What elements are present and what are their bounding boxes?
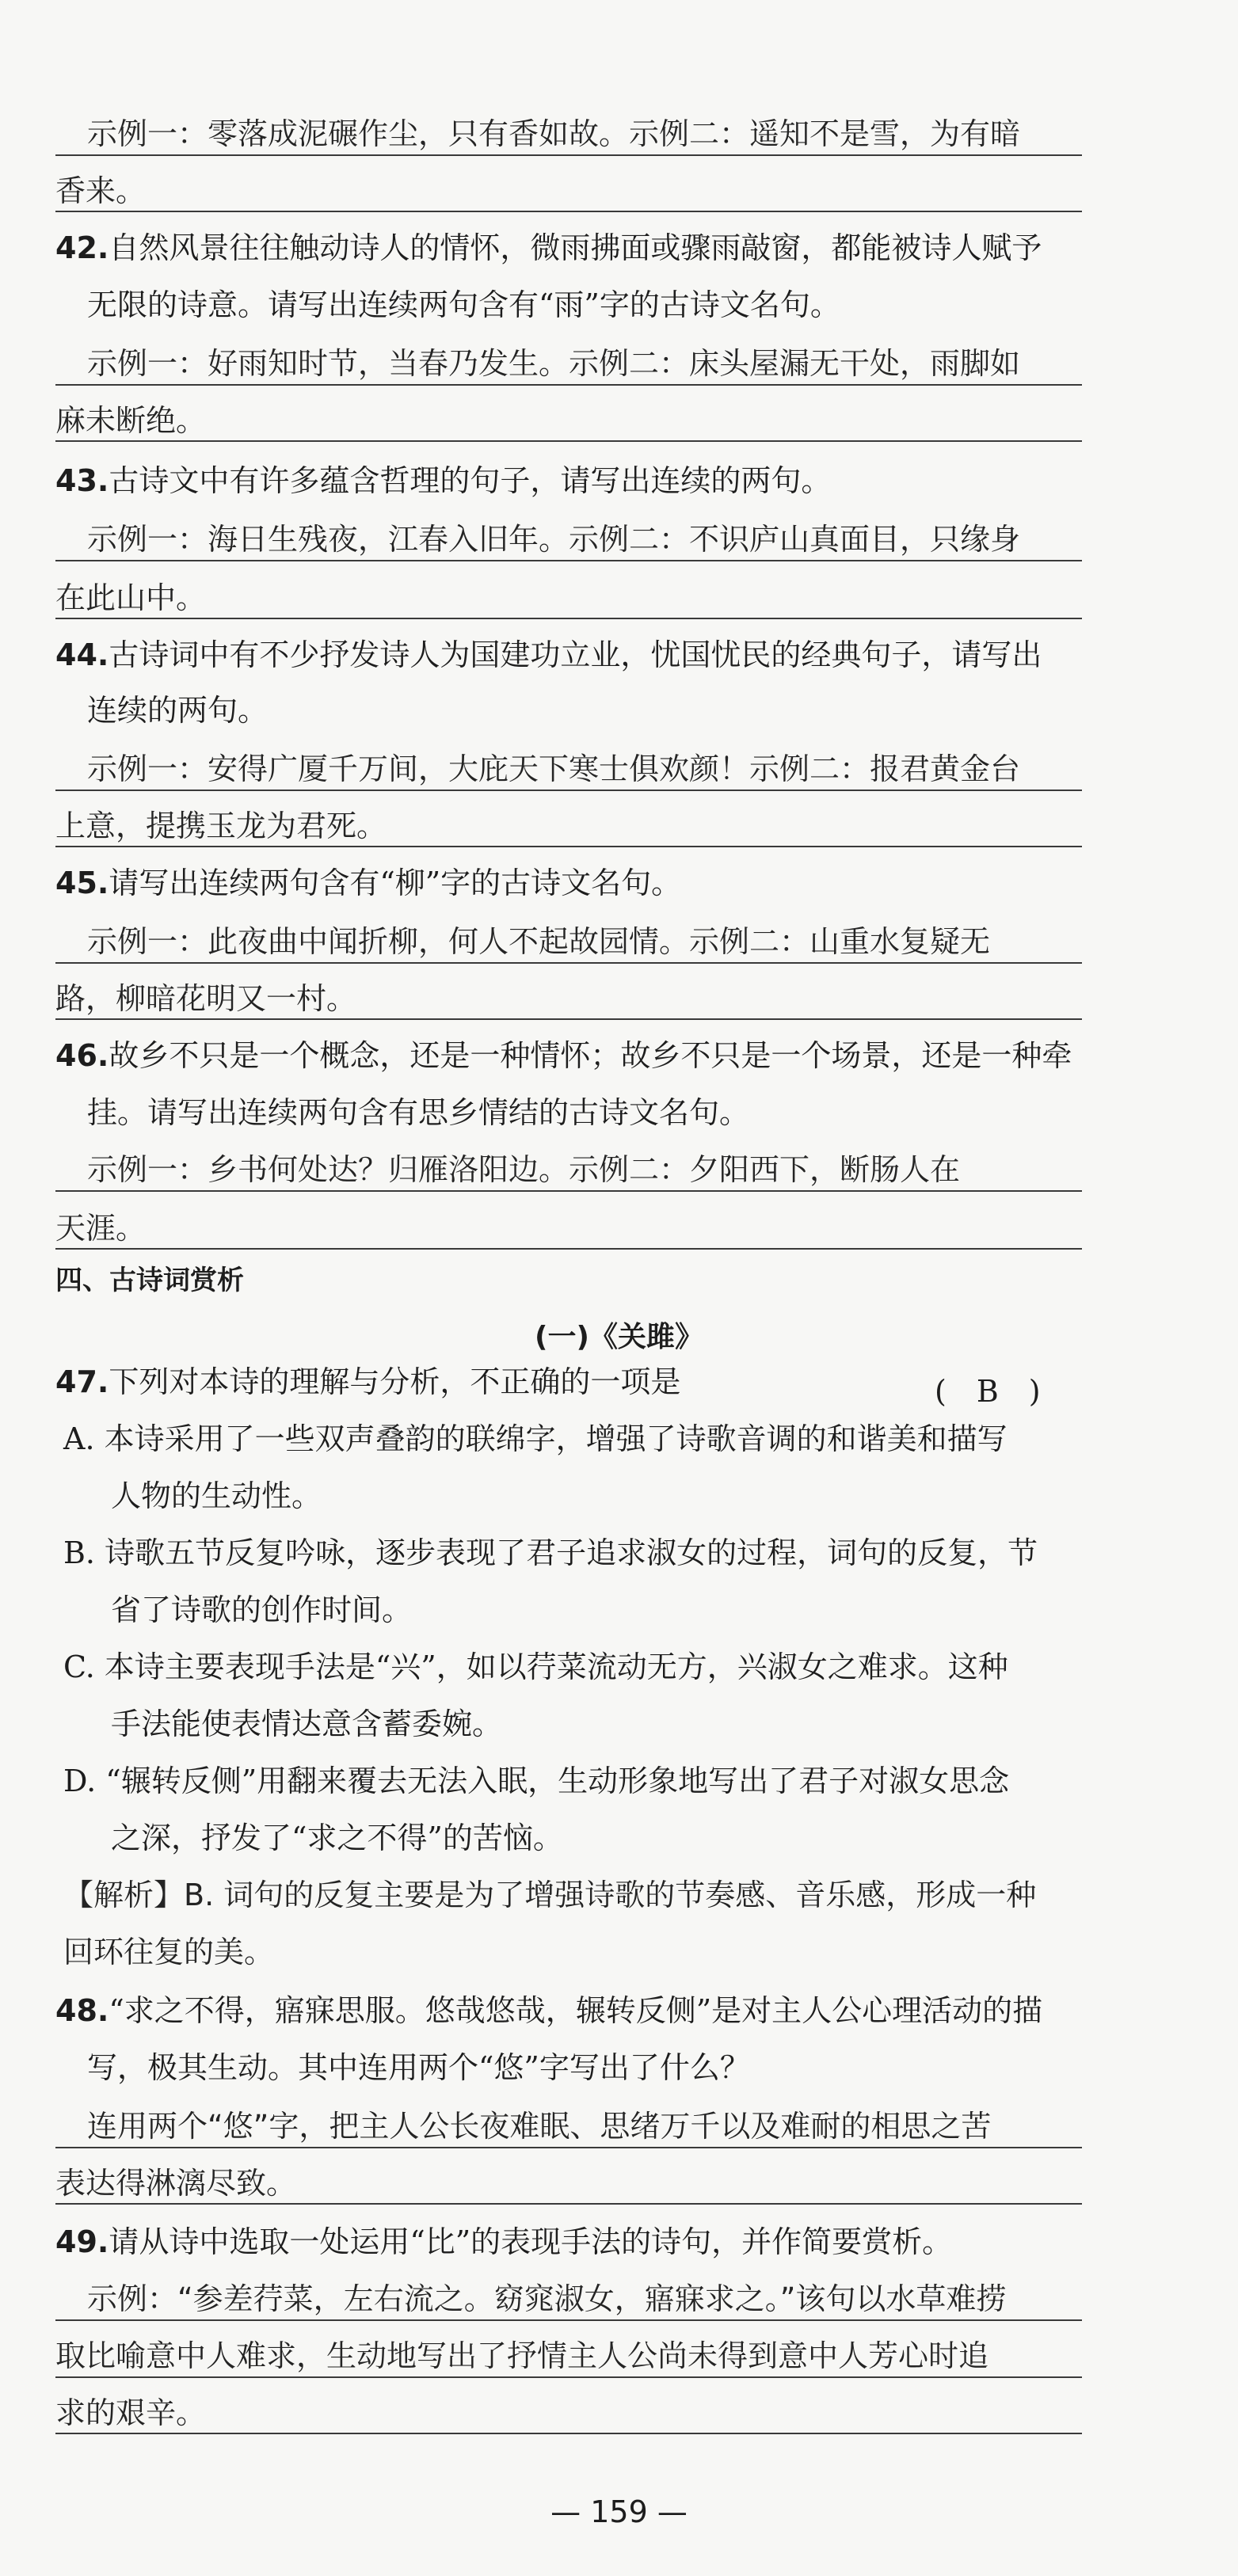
answer-line: 上意，提携玉龙为君死。 — [55, 809, 387, 843]
option-a-cont: 人物的生动性。 — [111, 1478, 322, 1513]
question-text: 故乡不只是一个概念，还是一种情怀；故乡不只是一个场景，还是一种牵 — [109, 1038, 1072, 1073]
answer-underline — [55, 1248, 1082, 1250]
question-44 — [55, 637, 1085, 672]
answer-line: 示例一：安得广厦千万间，大庇天下寒士俱欢颜！示例二：报君黄金台 — [87, 751, 1021, 786]
question-49 — [55, 2224, 1085, 2259]
question-number: 44. — [55, 637, 109, 672]
answer-underline — [55, 2376, 1082, 2378]
question-number: 45. — [55, 866, 109, 900]
question-45 — [55, 868, 1085, 898]
answer-underline — [55, 962, 1082, 964]
answer-underline — [55, 846, 1082, 847]
answer-underline — [55, 384, 1082, 386]
answer-underline — [55, 2433, 1082, 2434]
question-number: 43. — [55, 463, 109, 498]
question-text: 下列对本诗的理解与分析，不正确的一项是 — [109, 1364, 681, 1399]
answer-line: 在此山中。 — [55, 580, 207, 615]
question-43 — [55, 463, 1085, 498]
answer-line: 示例一：零落成泥碾作尘，只有香如故。示例二：遥知不是雪，为有暗 — [87, 116, 1021, 151]
answer-underline — [55, 211, 1082, 212]
answer-underline — [55, 2319, 1082, 2321]
answer-line: 天涯。 — [55, 1211, 147, 1246]
answer-underline — [55, 560, 1082, 561]
question-number: 42. — [55, 230, 109, 265]
question-number: 48. — [55, 1993, 109, 2028]
option-c: C. 本诗主要表现手法是“兴”，如以荇菜流动无方，兴淑女之难求。这种 — [63, 1649, 1008, 1684]
page-number: — 159 — — [550, 2494, 688, 2529]
section-heading: 四、古诗词赏析 — [55, 1265, 244, 1296]
answer-line: 示例一：乡书何处达？归雁洛阳边。示例二：夕阳西下，断肠人在 — [87, 1152, 961, 1187]
question-text: 自然风景往往触动诗人的情怀，微雨拂面或骤雨敲窗，都能被诗人赋予 — [109, 230, 1042, 265]
answer-line: 路，柳暗花明又一村。 — [55, 981, 357, 1016]
question-42 — [55, 230, 1085, 265]
question-text: 挂。请写出连续两句含有思乡情结的古诗文名句。 — [87, 1095, 750, 1130]
question-number: 49. — [55, 2224, 109, 2259]
question-47 — [55, 1364, 1085, 1399]
subsection-heading: (一)《关雎》 — [535, 1321, 703, 1353]
answer-underline — [55, 1190, 1082, 1192]
analysis-line: 【解析】B. 词句的反复主要是为了增强诗歌的节奏感、音乐感，形成一种 — [63, 1878, 1037, 1912]
question-text: 写，极其生动。其中连用两个“悠”字写出了什么？ — [87, 2050, 750, 2085]
question-text: “求之不得，寤寐思服。悠哉悠哉，辗转反侧”是对主人公心理活动的描 — [109, 1993, 1043, 2028]
option-c-cont: 手法能使表情达意含蓄委婉。 — [111, 1707, 503, 1741]
answer-line: 香来。 — [55, 173, 147, 208]
question-number: 46. — [55, 1038, 109, 1073]
answer-line: 示例一：此夜曲中闻折柳，何人不起故园情。示例二：山重水复疑无 — [87, 924, 991, 959]
question-text: 古诗文中有许多蕴含哲理的句子，请写出连续的两句。 — [109, 463, 832, 498]
question-46 — [55, 1038, 1085, 1073]
question-text: 古诗词中有不少抒发诗人为国建功立业，忧国忧民的经典句子，请写出 — [109, 637, 1042, 672]
answer-underline — [55, 440, 1082, 442]
answer-line: 取比喻意中人难求，生动地写出了抒情主人公尚未得到意中人芳心时追 — [55, 2338, 989, 2373]
answer-underline — [55, 154, 1082, 156]
answer-choice: ( B ) — [935, 1374, 1041, 1409]
answer-line: 示例：“参差荇菜，左右流之。窈窕淑女，寤寐求之。”该句以水草难捞 — [87, 2281, 1007, 2316]
answer-line: 连用两个“悠”字，把主人公长夜难眠、思绪万千以及难耐的相思之苦 — [87, 2109, 992, 2144]
answer-underline — [55, 1018, 1082, 1020]
answer-underline — [55, 2203, 1082, 2205]
option-b-cont: 省了诗歌的创作时间。 — [111, 1592, 413, 1627]
answer-underline — [55, 790, 1082, 791]
answer-line: 表达得淋漓尽致。 — [55, 2166, 297, 2201]
answer-underline — [55, 2147, 1082, 2148]
question-number: 47. — [55, 1364, 109, 1399]
question-text: 无限的诗意。请写出连续两句含有“雨”字的古诗文名句。 — [87, 287, 840, 322]
answer-underline — [55, 618, 1082, 619]
answer-line: 示例一：海日生残夜，江春入旧年。示例二：不识庐山真面目，只缘身 — [87, 522, 1021, 557]
option-b: B. 诗歌五节反复吟咏，逐步表现了君子追求淑女的过程，词句的反复，节 — [63, 1535, 1038, 1570]
question-text: 连续的两句。 — [87, 693, 269, 728]
option-d-cont: 之深，抒发了“求之不得”的苦恼。 — [111, 1821, 563, 1855]
question-48 — [55, 1993, 1085, 2028]
answer-line: 求的艰辛。 — [55, 2395, 207, 2430]
option-d: D. “辗转反侧”用翻来覆去无法入眠，生动形象地写出了君子对淑女思念 — [63, 1764, 1010, 1798]
question-text: 请写出连续两句含有“柳”字的古诗文名句。 — [109, 866, 682, 900]
answer-line: 麻未断绝。 — [55, 403, 207, 438]
answer-line: 示例一：好雨知时节，当春乃发生。示例二：床头屋漏无干处，雨脚如 — [87, 346, 1021, 381]
analysis-line: 回环往复的美。 — [63, 1935, 275, 1969]
option-a: A. 本诗采用了一些双声叠韵的联绵字，增强了诗歌音调的和谐美和描写 — [63, 1421, 1008, 1456]
question-text: 请从诗中选取一处运用“比”的表现手法的诗句，并作简要赏析。 — [109, 2224, 953, 2259]
